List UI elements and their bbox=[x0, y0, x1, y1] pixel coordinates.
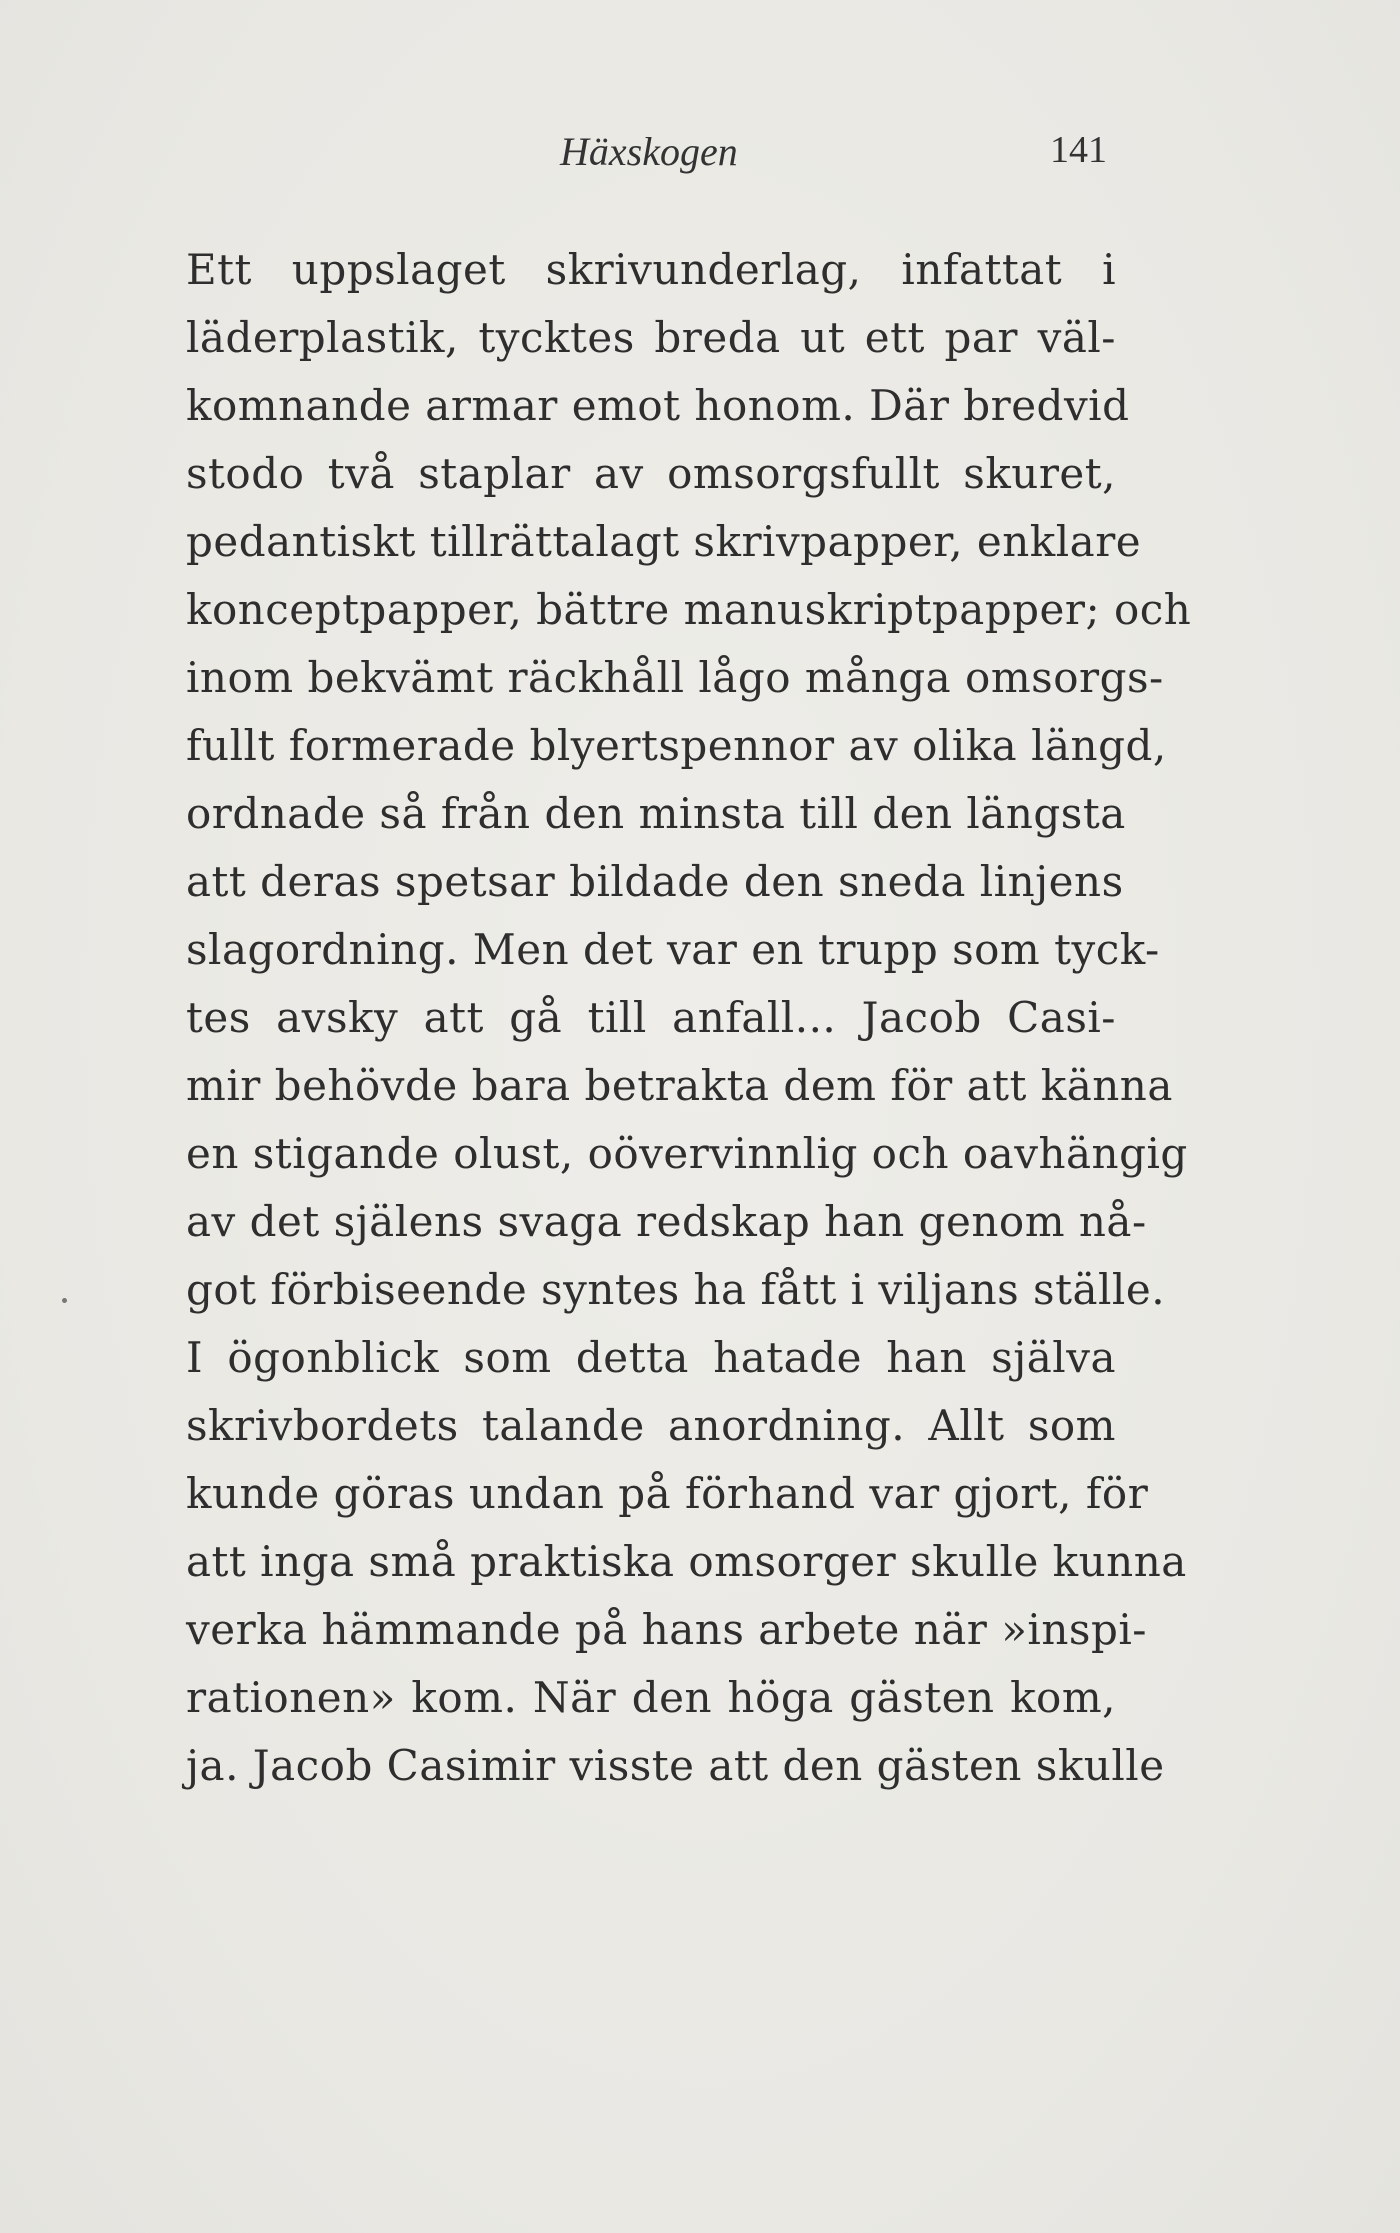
body-text bbox=[186, 236, 1192, 1800]
text-line: kunde göras undan på förhand var gjort, för bbox=[186, 1469, 1149, 1518]
text-line: skrivbordets talande anordning. Allt som bbox=[186, 1401, 1116, 1450]
text-line: läderplastik, tycktes breda ut ett par väl- bbox=[186, 313, 1116, 362]
text-line: att inga små praktiska omsorger skulle kunna bbox=[186, 1537, 1187, 1586]
text-line: got förbiseende syntes ha fått i viljans ställe. bbox=[186, 1265, 1166, 1314]
text-line: Ett uppslaget skrivunderlag, infattat i bbox=[186, 245, 1116, 294]
text-line: ordnade så från den minsta till den längsta bbox=[186, 789, 1126, 838]
text-line: slagordning. Men det var en trupp som tyck- bbox=[186, 925, 1160, 974]
text-line: inom bekvämt räckhåll lågo många omsorgs- bbox=[186, 653, 1164, 702]
text-line: stodo två staplar av omsorgsfullt skuret, bbox=[186, 449, 1116, 498]
text-line: I ögonblick som detta hatade han själva bbox=[186, 1333, 1116, 1382]
text-line: av det själens svaga redskap han genom nå- bbox=[186, 1197, 1147, 1246]
text-line: en stigande olust, oövervinnlig och oavhängig bbox=[186, 1129, 1188, 1178]
text-line: verka hämmande på hans arbete när »inspi- bbox=[186, 1605, 1147, 1654]
text-line: komnande armar emot honom. Där bredvid bbox=[186, 381, 1130, 430]
paper-speck bbox=[62, 1298, 67, 1303]
page-number: 141 bbox=[1050, 129, 1107, 171]
text-line: konceptpapper, bättre manuskriptpapper; och bbox=[186, 585, 1192, 634]
running-title: Häxskogen bbox=[560, 129, 738, 174]
text-line: mir behövde bara betrakta dem för att känna bbox=[186, 1061, 1173, 1110]
text-line: rationen» kom. När den höga gästen kom, bbox=[186, 1673, 1116, 1722]
text-line: fullt formerade blyertspennor av olika längd, bbox=[186, 721, 1167, 770]
text-line: tes avsky att gå till anfall... Jacob Casi- bbox=[186, 993, 1116, 1042]
text-line: att deras spetsar bildade den sneda linjens bbox=[186, 857, 1124, 906]
text-line: pedantiskt tillrättalagt skrivpapper, enklare bbox=[186, 517, 1142, 566]
text-line: ja. Jacob Casimir visste att den gästen skulle bbox=[186, 1741, 1165, 1790]
